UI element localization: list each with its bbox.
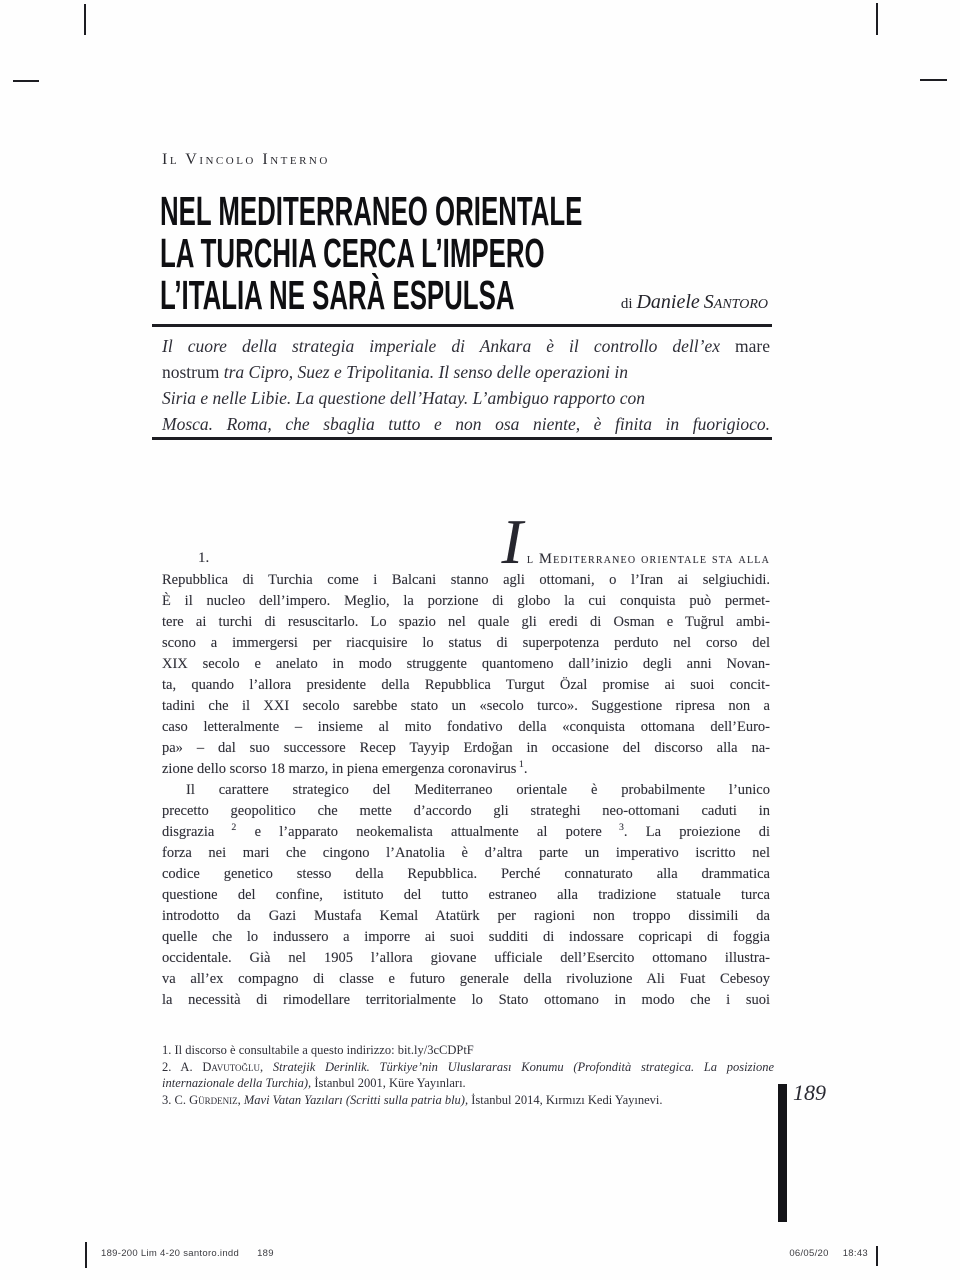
text-run: Siria e nelle Libie. La questione dell’Hatay. L’ambiguo rapporto con <box>162 388 645 408</box>
text-run: questione del confine, istituto del tutto estraneo alla tradizione statuale turca <box>162 887 770 903</box>
text-run: nostrum <box>162 362 220 382</box>
print-page-number: 189 <box>257 1248 274 1259</box>
text-line <box>162 759 770 780</box>
text-run: 1 <box>516 759 524 771</box>
text-run: tadini che il XXI secolo sarebbe stato un «secolo turco». Suggestione ripresa non a <box>162 698 770 714</box>
crop-mark-bottom-right-vertical <box>876 1246 878 1266</box>
text-run: , <box>237 1092 244 1107</box>
text-run: 3. C. <box>162 1092 190 1107</box>
text-line <box>162 633 770 654</box>
text-run: Stratejik Derinlik. Türkiye’nin Uluslararası Konumu <box>272 1059 564 1074</box>
crop-mark-top-left-vertical <box>84 4 86 35</box>
text-run: precetto geopolitico che mette d’accordo gli strateghi neo-ottomani caduti in <box>162 803 770 819</box>
text-line <box>162 969 770 990</box>
text-line <box>162 1059 774 1092</box>
text-run: occidentale. Già nel 1905 l’allora giovane ufficiale dell’Esercito ottomano illustra- <box>162 950 770 966</box>
text-run: Repubblica di Turchia come i Balcani stanno agli ottomani, o l’Iran ai selgiuchidi. <box>162 572 770 588</box>
text-run: pa» – dal suo successore Recep Tayyip Erdoğan in occasione del discorso alla na- <box>162 740 770 756</box>
text-run: İstanbul 2001, Küre Yayınları. <box>311 1076 466 1090</box>
text-run: (Profondità strategica. La posizione internazionale della Turchia), <box>162 1059 774 1090</box>
text-line <box>162 822 770 843</box>
text-line <box>162 738 770 759</box>
text-line <box>162 1042 774 1059</box>
text-run: XIX secolo e anelato in modo struggente quantomeno dall’inizio degli anni Novan- <box>162 656 770 672</box>
text-run: Mavi Vatan Yazıları <box>243 1092 343 1107</box>
text-run: Mosca. Roma, che sbaglia tutto e non osa niente, è finita in fuorigioco. <box>162 414 770 434</box>
text-run: 2 <box>214 822 237 834</box>
crop-mark-top-right-vertical <box>876 3 878 35</box>
text-line <box>162 843 770 864</box>
abstract-bottom-rule <box>152 437 772 440</box>
text-line <box>162 864 770 885</box>
text-run: Gürdeniz <box>189 1092 238 1107</box>
text-run: Il cuore della strategia imperiale di Ankara è il controllo dell’ex <box>162 336 736 356</box>
page-number-bar <box>778 1084 787 1222</box>
text-line <box>162 675 770 696</box>
text-run: e l’apparato neokemalista attualmente al potere <box>236 824 602 840</box>
byline-last-name: Santoro <box>703 291 768 313</box>
text-line <box>162 385 770 411</box>
print-time: 18:43 <box>842 1248 868 1259</box>
text-run: ta, quando l’allora presidente della Repubblica Turgut Özal promise ai suoi concit- <box>162 677 770 693</box>
byline-prefix: di <box>620 296 633 312</box>
text-line <box>162 801 770 822</box>
abstract-top-rule <box>152 324 772 327</box>
crop-mark-top-left-horizontal <box>13 80 39 82</box>
text-line <box>162 612 770 633</box>
text-run: È il nucleo dell’impero. Meglio, la porzione di globo la cui conquista può permet- <box>162 593 770 609</box>
lead-group <box>501 506 770 577</box>
lead-smallcaps: l Mediterraneo orientale sta alla <box>526 551 770 567</box>
footnotes <box>162 1042 774 1108</box>
text-line <box>162 717 770 738</box>
print-slug-right <box>789 1248 868 1259</box>
text-run: scono a immergersi per riacquisire lo status di superpotenza perduto nel corso del <box>162 635 770 651</box>
text-line <box>162 591 770 612</box>
text-line <box>162 906 770 927</box>
text-line <box>162 359 770 385</box>
section-kicker: Il Vincolo Interno <box>162 151 330 168</box>
text-run: tra Cipro, Suez e Tripolitania. Il senso delle operazioni in <box>219 362 629 382</box>
text-run: la necessità di rimodellare territorialmente lo Stato ottomano in modo che i suoi <box>162 992 770 1008</box>
section-number: 1. <box>198 550 210 566</box>
text-line <box>162 948 770 969</box>
crop-mark-top-right-horizontal <box>920 79 947 81</box>
text-run: , <box>260 1059 273 1074</box>
text-run: . <box>523 761 528 777</box>
text-run: İstanbul 2014, Kırmızı Kedi Yayınevi. <box>468 1092 663 1107</box>
text-run: caso letteralmente – insieme al mito fondativo della «conquista ottomana dell’Euro- <box>162 719 770 735</box>
text-line <box>162 570 770 591</box>
text-run: 3 <box>601 822 624 834</box>
text-run: mare <box>735 336 770 356</box>
title-line-1: NEL MEDITERRANEO ORIENTALE <box>160 188 583 234</box>
text-run: va all’ex compagno di classe e futuro generale della rivoluzione Ali Fuat Cebesoy <box>162 971 770 987</box>
text-run: zione dello scorso 18 marzo, in piena emergenza coronavirus <box>162 761 517 777</box>
text-line <box>162 654 770 675</box>
print-file-name: 189-200 Lim 4-20 santoro.indd <box>101 1248 240 1259</box>
paragraph-2 <box>162 780 770 1011</box>
text-run: codice genetico stesso della Repubblica. Perché connaturato alla drammatica <box>162 866 770 882</box>
text-line <box>162 990 770 1011</box>
text-run: 2. A. <box>162 1059 203 1074</box>
text-run: forza nei mari che cingono l’Anatolia è d’altra parte un imperativo iscritto nel <box>162 845 770 861</box>
text-run: 1. Il discorso è consultabile a questo indirizzo: bit.ly/3cCDPtF <box>162 1043 474 1057</box>
print-slug-left <box>101 1248 274 1259</box>
drop-cap: I <box>501 506 523 577</box>
text-line <box>162 696 770 717</box>
article-body <box>162 506 771 1011</box>
abstract <box>162 333 770 437</box>
title-line-2: LA TURCHIA CERCA L’IMPERO <box>160 230 545 276</box>
crop-mark-bottom-left-vertical <box>85 1242 87 1268</box>
text-line <box>162 885 770 906</box>
text-line <box>162 1092 774 1109</box>
page-number: 189 <box>793 1080 826 1105</box>
text-run: introdotto da Gazi Mustafa Kemal Atatürk per ragioni non troppo dissimili da <box>162 908 770 924</box>
text-run: tere ai turchi di resuscitarlo. Lo spazio nel quale gli eredi di Osman e Tuğrul ambi- <box>162 614 770 630</box>
byline-first-name: Daniele <box>636 291 700 313</box>
text-run: . La proiezione di <box>623 824 771 840</box>
text-run: Davutoğlu <box>202 1059 261 1074</box>
text-run: Il carattere strategico del Mediterraneo orientale è probabilmente l’unico <box>186 782 770 798</box>
text-run: quelle che lo indussero a imporre ai suoi sudditi di indossare copricapi di foggia <box>162 929 770 945</box>
print-date: 06/05/20 <box>789 1248 829 1259</box>
text-line <box>162 927 770 948</box>
title-line-3: L’ITALIA NE SARÀ ESPULSA <box>160 272 515 318</box>
text-run: disgrazia <box>162 824 215 840</box>
text-run: (Scritti sulla patria blu), <box>342 1092 469 1107</box>
body-first-line <box>162 506 770 577</box>
byline <box>621 291 768 314</box>
paragraph-1 <box>162 570 770 780</box>
text-line <box>162 333 770 359</box>
text-line <box>162 780 770 801</box>
text-line <box>162 411 770 437</box>
